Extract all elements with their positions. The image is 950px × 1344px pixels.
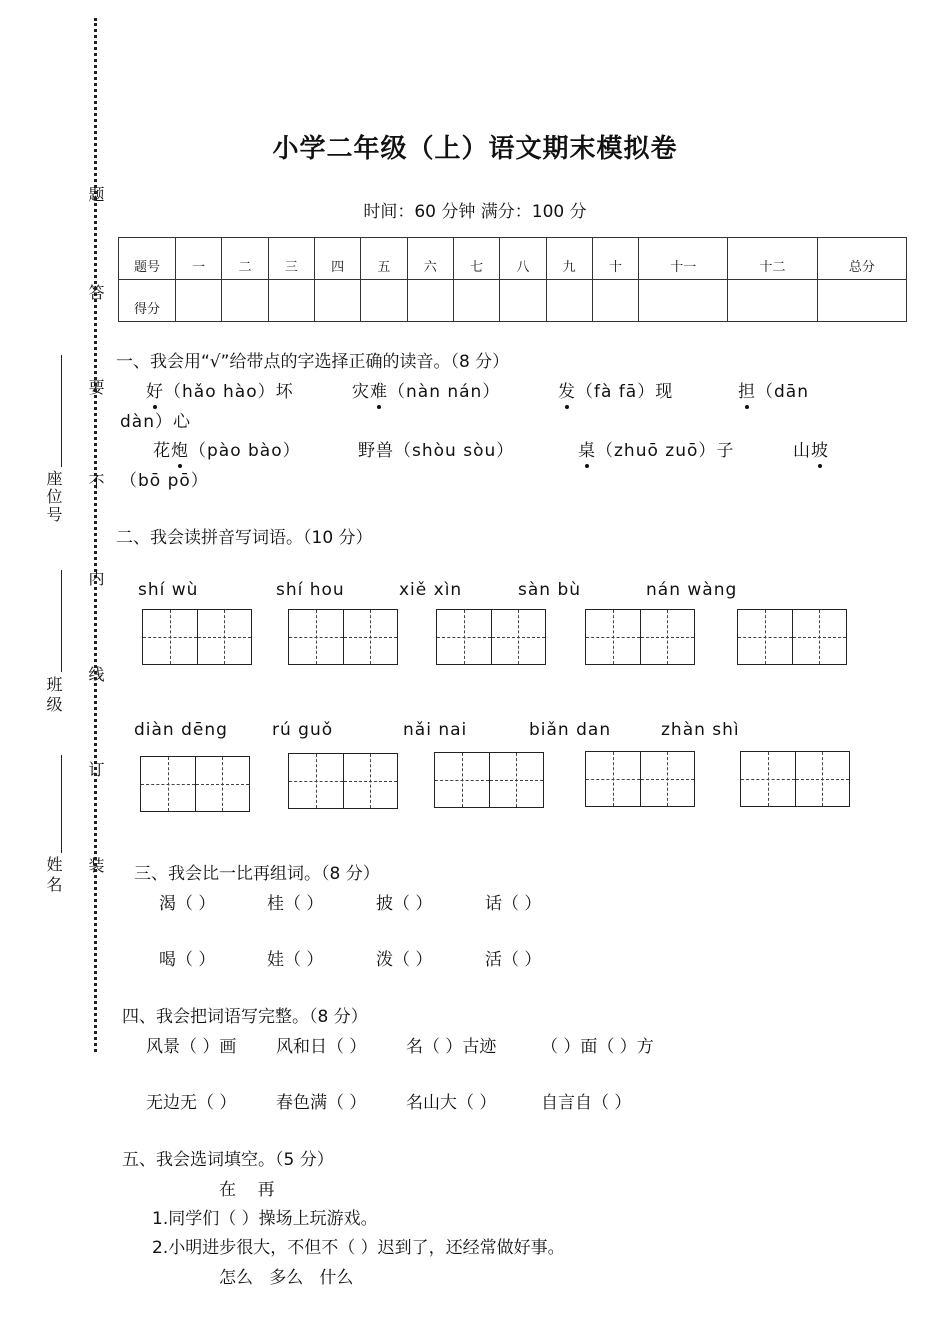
compare-item: 泼（ ） (376, 950, 433, 970)
word-char: 花 (153, 441, 171, 461)
class-label: 班级 (44, 676, 63, 716)
section1-line2: dàn）心 (120, 412, 191, 432)
section1-item-g (578, 436, 734, 461)
pinyin-options: （fà fā）现 (576, 382, 674, 402)
word-choices-2: 怎么 多么 什么 (219, 1268, 354, 1288)
compare-item: 披（ ） (376, 894, 433, 914)
word-char: 灾 (352, 382, 370, 402)
score-cell-1: 一 (176, 238, 222, 280)
compare-item: 活（ ） (485, 950, 542, 970)
score-input-2[interactable] (222, 280, 268, 322)
section2-heading: 二、我会读拼音写词语。（10 分） (116, 528, 373, 548)
score-cell-11: 十一 (639, 238, 728, 280)
score-input-12[interactable] (728, 280, 817, 322)
score-input-11[interactable] (639, 280, 728, 322)
idiom-item: 名山大（ ） (406, 1093, 497, 1113)
score-cell-label: 题号 (119, 238, 176, 280)
idiom-item: 春色满（ ） (276, 1093, 367, 1113)
idiom-item: 无边无（ ） (146, 1093, 237, 1113)
compare-item: 渴（ ） (159, 894, 216, 914)
margin-char-6: 线 (86, 666, 105, 682)
dotted-char: 桌 (578, 436, 596, 461)
score-cell-7: 七 (453, 238, 499, 280)
compare-item: 桂（ ） (267, 894, 324, 914)
score-input-total[interactable] (817, 280, 906, 322)
score-input-9[interactable] (546, 280, 592, 322)
idiom-item: （ ）面（ ）方 (541, 1037, 654, 1057)
writing-grid[interactable] (434, 752, 544, 808)
pinyin-options: （dān (756, 382, 809, 402)
margin-char-7: 订 (86, 761, 105, 777)
score-input-6[interactable] (407, 280, 453, 322)
section1-item-h (793, 436, 829, 461)
margin-char-5: 内 (86, 570, 105, 586)
seat-number-label: 座位号 (44, 470, 63, 524)
pinyin-label: biǎn dan (529, 720, 612, 740)
section3-heading: 三、我会比一比再组词。（8 分） (134, 864, 380, 884)
pinyin-label: xiě xìn (399, 580, 463, 600)
score-cell-6: 六 (407, 238, 453, 280)
writing-grid[interactable] (585, 751, 695, 807)
score-input-4[interactable] (314, 280, 360, 322)
writing-grid[interactable] (142, 609, 252, 665)
fill-question-2: 2.小明进步很大，不但不（ ）迟到了，还经常做好事。 (152, 1238, 565, 1258)
page-title: 小学二年级（上）语文期末模拟卷 (272, 134, 678, 164)
idiom-item: 风景（ ）画 (146, 1037, 237, 1057)
writing-grid[interactable] (140, 756, 250, 812)
score-cell-total: 总分 (817, 238, 906, 280)
compare-item: 喝（ ） (159, 950, 216, 970)
score-cell-12: 十二 (728, 238, 817, 280)
score-table-score-row (119, 280, 907, 322)
writing-grid[interactable] (740, 751, 850, 807)
margin-char-8: 装 (86, 857, 105, 873)
pinyin-label: nán wàng (646, 580, 738, 600)
section1-line4: （bō pō） (120, 471, 209, 491)
score-input-10[interactable] (592, 280, 638, 322)
score-input-5[interactable] (361, 280, 407, 322)
score-cell-9: 九 (546, 238, 592, 280)
pinyin-options: （hǎo hào）坏 (164, 382, 294, 402)
section1-item-e (153, 436, 301, 461)
score-cell-5: 五 (361, 238, 407, 280)
score-table (118, 237, 907, 322)
score-cell-3: 三 (268, 238, 314, 280)
pinyin-label: nǎi nai (403, 720, 468, 740)
section1-item-f (358, 436, 514, 461)
pinyin-label: sàn bù (518, 580, 582, 600)
dotted-char: 担 (738, 377, 756, 402)
writing-grid[interactable] (436, 609, 546, 665)
score-input-7[interactable] (453, 280, 499, 322)
score-table-header-row (119, 238, 907, 280)
exam-info: 时间：60 分钟 满分：100 分 (363, 202, 587, 222)
section1-item-d (738, 377, 809, 402)
writing-grid[interactable] (737, 609, 847, 665)
writing-grid[interactable] (585, 609, 695, 665)
idiom-item: 风和日（ ） (276, 1037, 367, 1057)
section1-item-c (558, 377, 673, 402)
score-row-label: 得分 (119, 280, 176, 322)
dotted-char: 炮 (171, 436, 189, 461)
score-cell-8: 八 (500, 238, 546, 280)
score-cell-2: 二 (222, 238, 268, 280)
pinyin-label: diàn dēng (134, 720, 228, 740)
score-input-1[interactable] (176, 280, 222, 322)
section1-heading: 一、我会用“√”给带点的字选择正确的读音。（8 分） (116, 352, 510, 372)
name-line (61, 755, 62, 853)
dotted-char: 好 (146, 377, 164, 402)
pinyin-label: shí hou (276, 580, 345, 600)
score-input-8[interactable] (500, 280, 546, 322)
compare-item: 话（ ） (485, 894, 542, 914)
fill-question-1: 1.同学们（ ）操场上玩游戏。 (152, 1209, 378, 1229)
name-label: 姓名 (44, 856, 63, 896)
class-line (61, 570, 62, 672)
margin-char-2: 答 (86, 284, 105, 300)
pinyin-options: （shòu sòu） (394, 441, 515, 461)
pinyin-options: （zhuō zuō）子 (596, 441, 735, 461)
writing-grid[interactable] (288, 753, 398, 809)
dotted-char: 难 (370, 377, 388, 402)
pinyin-label: zhàn shì (661, 720, 740, 740)
pinyin-label: rú guǒ (272, 720, 334, 740)
word-char: 野兽 (358, 441, 394, 461)
score-cell-10: 十 (592, 238, 638, 280)
margin-char-1: 题 (86, 186, 105, 202)
section4-heading: 四、我会把词语写完整。（8 分） (122, 1007, 368, 1027)
section1-item-b (352, 377, 500, 402)
section1-item-a (146, 377, 294, 402)
seat-number-line (61, 355, 62, 467)
idiom-item: 自言自（ ） (541, 1093, 632, 1113)
pinyin-options: （pào bào） (189, 441, 301, 461)
margin-char-4: 不 (86, 473, 105, 489)
binding-dotted-line (94, 18, 97, 1052)
word-char: 山 (793, 441, 811, 461)
margin-char-3: 要 (86, 379, 105, 395)
score-cell-4: 四 (314, 238, 360, 280)
section5-heading: 五、我会选词填空。（5 分） (122, 1150, 334, 1170)
pinyin-label: shí wù (138, 580, 199, 600)
dotted-char: 发 (558, 377, 576, 402)
compare-item: 娃（ ） (267, 950, 324, 970)
pinyin-options: （nàn nán） (388, 382, 501, 402)
word-choices-1: 在 再 (219, 1180, 275, 1200)
writing-grid[interactable] (288, 609, 398, 665)
score-input-3[interactable] (268, 280, 314, 322)
dotted-char: 坡 (811, 436, 829, 461)
idiom-item: 名（ ）古迹 (406, 1037, 497, 1057)
